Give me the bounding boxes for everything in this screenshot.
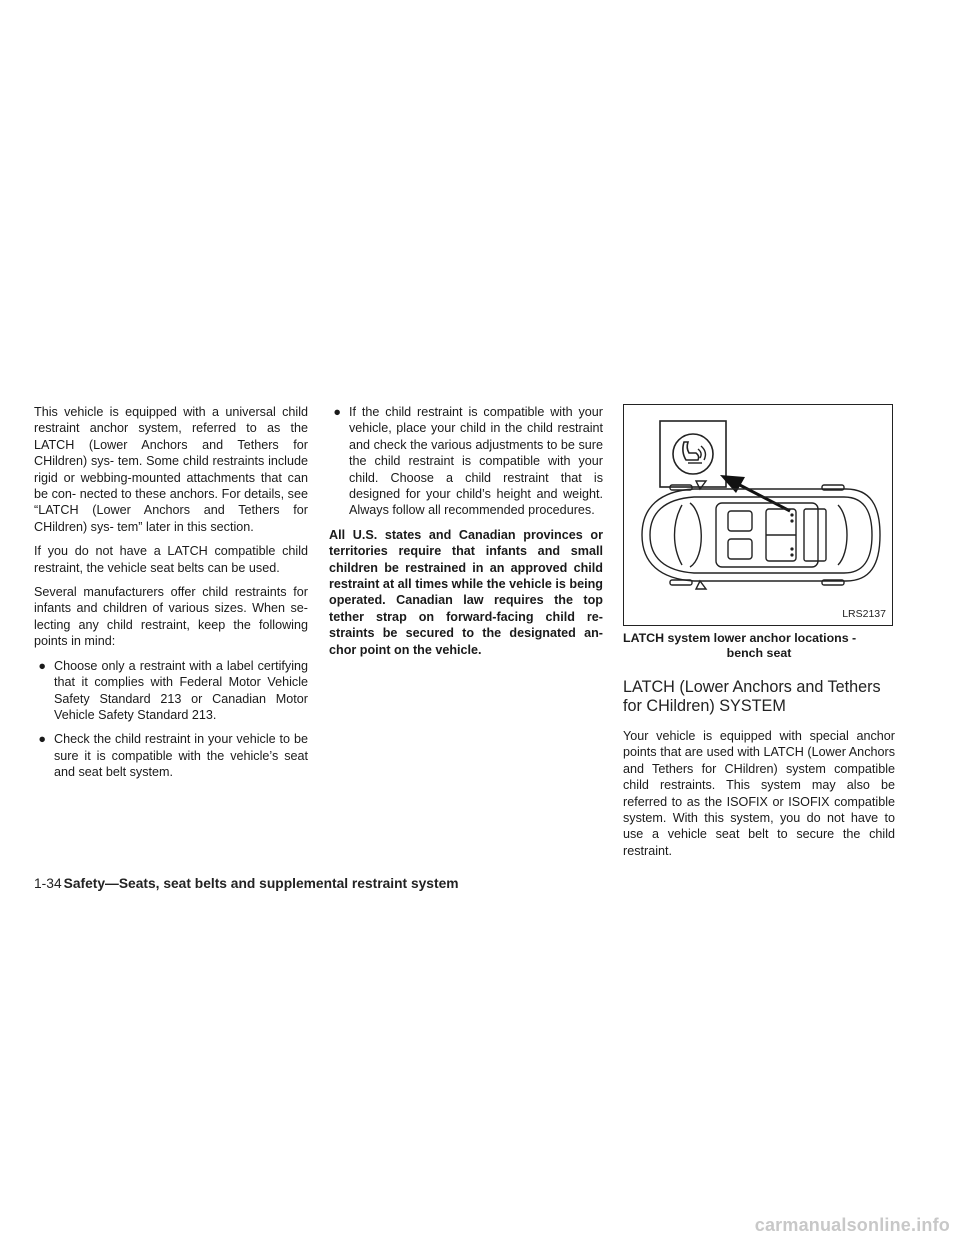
- page-number: 1-34: [34, 876, 62, 891]
- caption-line-2: bench seat: [726, 646, 792, 660]
- vehicle-top-view: [624, 405, 894, 627]
- warning-text: All U.S. states and Canadian provinces or territories require that infants and small children be restrained in an approved child restraint at all times while the vehicle is being operated. Canadian law requires the top tether strap on forward-facing child re- straints be secured to the designated an- chor point on the vehicle.: [329, 527, 603, 657]
- arrow-icon: [720, 475, 790, 511]
- section-title: Safety—Seats, seat belts and supplemental restraint system: [63, 876, 459, 891]
- paragraph: If you do not have a LATCH compatible child restraint, the vehicle seat belts can be used.: [34, 544, 308, 575]
- list-item-text: Choose only a restraint with a label certifying that it complies with Federal Motor Vehicle Safety Standard 213 or Canadian Motor Vehicle Safety Standard 213.: [54, 658, 308, 722]
- car-body: [642, 481, 880, 589]
- child-seat-anchor-icon: [673, 434, 713, 474]
- bullet-icon: ●: [38, 658, 46, 673]
- section-heading: LATCH (Lower Anchors and Tethers for CHildren) SYSTEM: [623, 678, 881, 715]
- bullet-icon: ●: [38, 732, 46, 747]
- column-1: [34, 404, 308, 789]
- bullet-icon: ●: [333, 405, 341, 419]
- caption-line-1: LATCH system lower anchor locations -: [623, 631, 857, 645]
- paragraph: Several manufacturers offer child restraints for infants and children of various sizes. When se- lecting any child restraint, keep the following points in mind:: [34, 585, 308, 649]
- column-2: [329, 404, 603, 666]
- list-item: [329, 404, 603, 519]
- paragraph: Your vehicle is equipped with special anchor points that are used with LATCH (Lower Anchors and Tethers for CHildren) system compatible child restraints. This system may also be referred to as the ISOFIX or ISOFIX compatible system. With this system, you do not have to use a vehicle seat belt to secure the child restraint.: [623, 729, 895, 858]
- watermark: carmanualsonline.info: [754, 1215, 950, 1235]
- column-3: [623, 404, 895, 867]
- figure-caption: [623, 631, 895, 661]
- list-item: [34, 658, 308, 724]
- paragraph: This vehicle is equipped with a universal child restraint anchor system, referred to as the LATCH (Lower Anchors and Tethers for CHildren) sys- tem. Some child restraints include rigid or webbing-mounted attachments that can be con- nected to these anchors. For details, see “LATCH (Lower Anchors and Tethers for CHildren) sys- tem” later in this section.: [34, 405, 308, 534]
- latch-figure: [623, 404, 893, 626]
- list-item-text: Check the child restraint in your vehicle to be sure it is compatible with the vehicle’s seat and seat belt system.: [54, 732, 308, 780]
- list-item-text: If the child restraint is compatible with your vehicle, place your child in the child restraint and check the various adjustments to be sure the child restraint is compatible with your child. Choose a child restraint that is designed for your child’s height and weight. Always follow all recommended procedures.: [349, 405, 603, 518]
- list-item: [34, 731, 308, 780]
- figure-code: LRS2137: [842, 607, 886, 620]
- page-footer: [34, 876, 459, 891]
